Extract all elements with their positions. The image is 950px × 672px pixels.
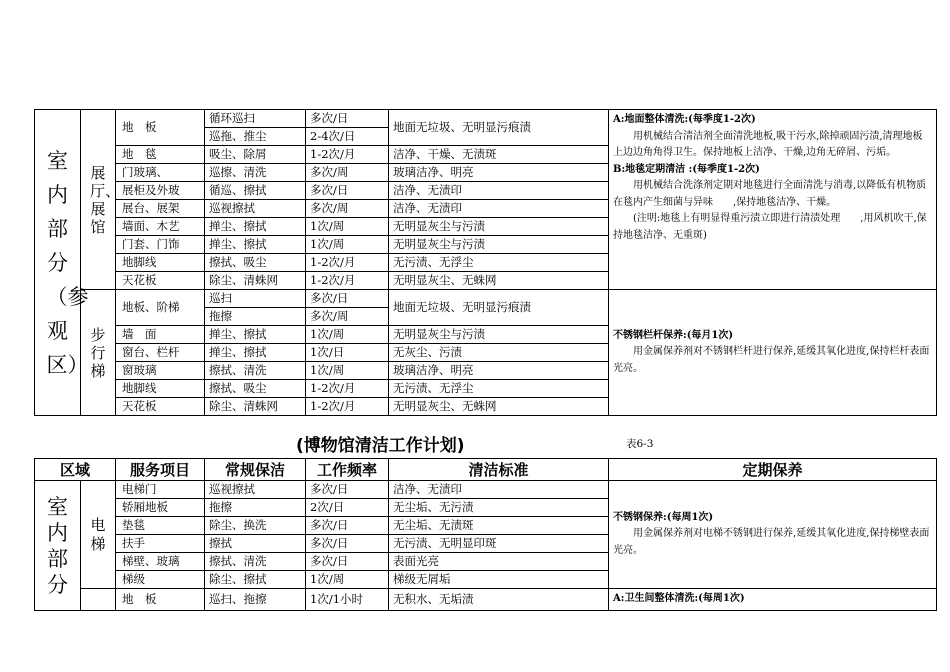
work-frequency: 多次/周 <box>306 164 389 182</box>
routine-method: 巡扫 <box>205 290 306 308</box>
routine-method: 巡扫、拖擦 <box>205 589 306 611</box>
work-frequency: 1次/周 <box>306 218 389 236</box>
routine-method: 擦拭、吸尘 <box>205 254 306 272</box>
work-frequency: 1次/日 <box>306 344 389 362</box>
periodic-maintenance <box>609 589 937 611</box>
vertical-text: 室内部分 <box>46 494 68 597</box>
cleaning-standard: 无积水、无垢渍 <box>389 589 609 611</box>
service-item: 展柜及外玻 <box>116 182 205 200</box>
routine-method: 除尘、清蛛网 <box>205 272 306 290</box>
work-frequency: 1次/周 <box>306 236 389 254</box>
cleaning-table-lower <box>34 458 937 611</box>
cleaning-standard: 无尘垢、无污渍 <box>389 499 609 517</box>
cleaning-standard: 洁净、无渍印 <box>389 200 609 218</box>
routine-method: 擦拭、清洗 <box>205 553 306 571</box>
maintenance-text: 用机械结合洗涤剂定期对地毯进行全面清洗与消毒,以降低有机物质在毯内产生细菌与异味 ,保持地毯洁净、干燥。 <box>613 180 927 208</box>
maintenance-text: (注明:地毯上有明显得重污渍立即进行清渍处理 ,用风机吹干,保持地毯洁净、无重斑) <box>613 213 927 241</box>
service-item: 展台、展架 <box>116 200 205 218</box>
service-item: 电梯门 <box>116 481 205 499</box>
work-frequency: 2次/日 <box>306 499 389 517</box>
cleaning-standard: 玻璃洁净、明亮 <box>389 164 609 182</box>
service-item: 门套、门饰 <box>116 236 205 254</box>
cleaning-standard: 无明显灰尘、无蛛网 <box>389 398 609 416</box>
routine-method: 拖擦 <box>205 499 306 517</box>
work-frequency: 多次/周 <box>306 308 389 326</box>
table-number: 表6-3 <box>626 438 654 450</box>
maintenance-text: 用机械结合清洁剂全面清洗地板,吸干污水,除掉顽固污渍,清理地板上边边角角得卫生。保持地板上洁净、干燥,边角无碎屑、污垢。 <box>613 130 923 158</box>
table-row <box>35 290 937 308</box>
cleaning-standard: 洁净、干燥、无渍斑 <box>389 146 609 164</box>
service-item: 地 毯 <box>116 146 205 164</box>
cleaning-standard: 地面无垃圾、无明显污痕渍 <box>389 290 609 326</box>
work-frequency: 1-2次/月 <box>306 272 389 290</box>
maintenance-heading: A:卫生间整体清洗:(每周1次) <box>613 593 745 605</box>
cleaning-standard: 无明显灰尘与污渍 <box>389 326 609 344</box>
work-frequency: 1次/周 <box>306 571 389 589</box>
work-frequency: 多次/日 <box>306 535 389 553</box>
header-item: 服务项目 <box>116 459 205 481</box>
cleaning-standard: 无灰尘、污渍 <box>389 344 609 362</box>
service-item: 扶手 <box>116 535 205 553</box>
work-frequency: 多次/周 <box>306 200 389 218</box>
cleaning-standard: 梯级无屑垢 <box>389 571 609 589</box>
cleaning-standard: 无明显灰尘与污渍 <box>389 236 609 254</box>
work-frequency: 1-2次/月 <box>306 380 389 398</box>
vertical-text: 展厅、展馆 <box>90 163 121 236</box>
service-item: 垫毯 <box>116 517 205 535</box>
work-frequency: 多次/日 <box>306 481 389 499</box>
header-routine: 常规保洁 <box>205 459 306 481</box>
routine-method: 循环巡扫 <box>205 110 306 128</box>
work-frequency: 多次/日 <box>306 290 389 308</box>
service-item: 天花板 <box>116 272 205 290</box>
maintenance-heading: A:地面整体清洗:(每季度1-2次) <box>613 114 756 125</box>
routine-method: 循巡、擦拭 <box>205 182 306 200</box>
header-maintenance: 定期保养 <box>609 459 937 481</box>
table-row <box>35 589 937 611</box>
periodic-maintenance <box>609 481 937 589</box>
service-item: 地脚线 <box>116 380 205 398</box>
routine-method: 除尘、换洗 <box>205 517 306 535</box>
zone-cell <box>35 481 81 611</box>
maintenance-heading: 不锈钢栏杆保养:(每月1次) <box>613 329 734 341</box>
vertical-text: 电梯 <box>90 515 106 553</box>
cleaning-standard: 无明显灰尘与污渍 <box>389 218 609 236</box>
routine-method: 掸尘、擦拭 <box>205 326 306 344</box>
maintenance-heading: 不锈钢保养:(每周1次) <box>613 511 714 523</box>
work-frequency: 1-2次/月 <box>306 398 389 416</box>
routine-method: 掸尘、擦拭 <box>205 344 306 362</box>
plan-title: (博物馆清洁工作计划) <box>296 436 465 456</box>
cleaning-standard: 洁净、无渍印 <box>389 182 609 200</box>
service-item: 天花板 <box>116 398 205 416</box>
service-item: 地 板 <box>116 110 205 146</box>
routine-method: 擦拭 <box>205 535 306 553</box>
maintenance-text: 用金属保养剂对不锈钢栏杆进行保养,延缓其氧化进度,保持栏杆表面光亮。 <box>613 346 930 374</box>
header-zone: 区域 <box>35 459 116 481</box>
table-row <box>35 481 937 499</box>
subarea-cell <box>81 110 121 290</box>
routine-method: 擦拭、吸尘 <box>205 380 306 398</box>
routine-method: 擦拭、清洗 <box>205 362 306 380</box>
routine-method: 掸尘、擦拭 <box>205 236 306 254</box>
routine-method: 掸尘、擦拭 <box>205 218 306 236</box>
work-frequency: 多次/日 <box>306 553 389 571</box>
zone-cell <box>35 110 89 416</box>
subarea-cell <box>81 481 116 589</box>
work-frequency: 多次/日 <box>306 517 389 535</box>
cleaning-standard: 无污渍、无明显印斑 <box>389 535 609 553</box>
cleaning-standard: 无污渍、无浮尘 <box>389 254 609 272</box>
work-frequency: 多次/日 <box>306 182 389 200</box>
service-item: 窗玻璃 <box>116 362 205 380</box>
maintenance-text: 用金属保养剂对电梯不锈钢进行保养,延缓其氧化进度,保持梯壁表面光亮。 <box>613 528 930 556</box>
periodic-maintenance <box>609 290 937 416</box>
service-item: 墙 面 <box>116 326 205 344</box>
routine-method: 吸尘、除屑 <box>205 146 306 164</box>
work-frequency: 1次/周 <box>306 362 389 380</box>
routine-method: 巡视擦拭 <box>205 481 306 499</box>
maintenance-heading: B:地毯定期清洁 :(每季度1-2次) <box>613 163 760 175</box>
service-item: 窗台、栏杆 <box>116 344 205 362</box>
vertical-text: 室内部分（参观区） <box>46 148 89 377</box>
routine-method: 拖擦 <box>205 308 306 326</box>
cleaning-standard: 无尘垢、无渍斑 <box>389 517 609 535</box>
service-item: 地 板 <box>116 589 205 611</box>
table-row <box>35 110 937 128</box>
routine-method: 除尘、清蛛网 <box>205 398 306 416</box>
routine-method: 巡视擦拭 <box>205 200 306 218</box>
service-item: 轿厢地板 <box>116 499 205 517</box>
cleaning-standard: 无明显灰尘、无蛛网 <box>389 272 609 290</box>
cleaning-standard: 无污渍、无浮尘 <box>389 380 609 398</box>
routine-method: 巡擦、清洗 <box>205 164 306 182</box>
service-item: 墙面、木艺 <box>116 218 205 236</box>
work-frequency: 2-4次/日 <box>306 128 389 146</box>
cleaning-standard: 洁净、无渍印 <box>389 481 609 499</box>
work-frequency: 1-2次/月 <box>306 254 389 272</box>
work-frequency: 1次/周 <box>306 326 389 344</box>
service-item: 地板、阶梯 <box>116 290 205 326</box>
cleaning-table-upper <box>34 109 937 416</box>
work-frequency: 1-2次/月 <box>306 146 389 164</box>
cleaning-standard: 表面光亮 <box>389 553 609 571</box>
work-frequency: 1次/1小时 <box>306 589 389 611</box>
work-frequency: 多次/日 <box>306 110 389 128</box>
service-item: 梯级 <box>116 571 205 589</box>
service-item: 地脚线 <box>116 254 205 272</box>
service-item: 门玻璃、 <box>116 164 205 182</box>
routine-method: 巡拖、推尘 <box>205 128 306 146</box>
header-standard: 清洁标准 <box>389 459 609 481</box>
service-item: 梯壁、玻璃 <box>116 553 205 571</box>
header-row <box>35 459 937 481</box>
header-frequency: 工作频率 <box>306 459 389 481</box>
cleaning-standard: 玻璃洁净、明亮 <box>389 362 609 380</box>
periodic-maintenance <box>609 110 937 290</box>
subarea-cell <box>81 589 116 611</box>
routine-method: 除尘、擦拭 <box>205 571 306 589</box>
vertical-text: 步行梯 <box>90 325 106 380</box>
cleaning-standard: 地面无垃圾、无明显污痕渍 <box>389 110 609 146</box>
